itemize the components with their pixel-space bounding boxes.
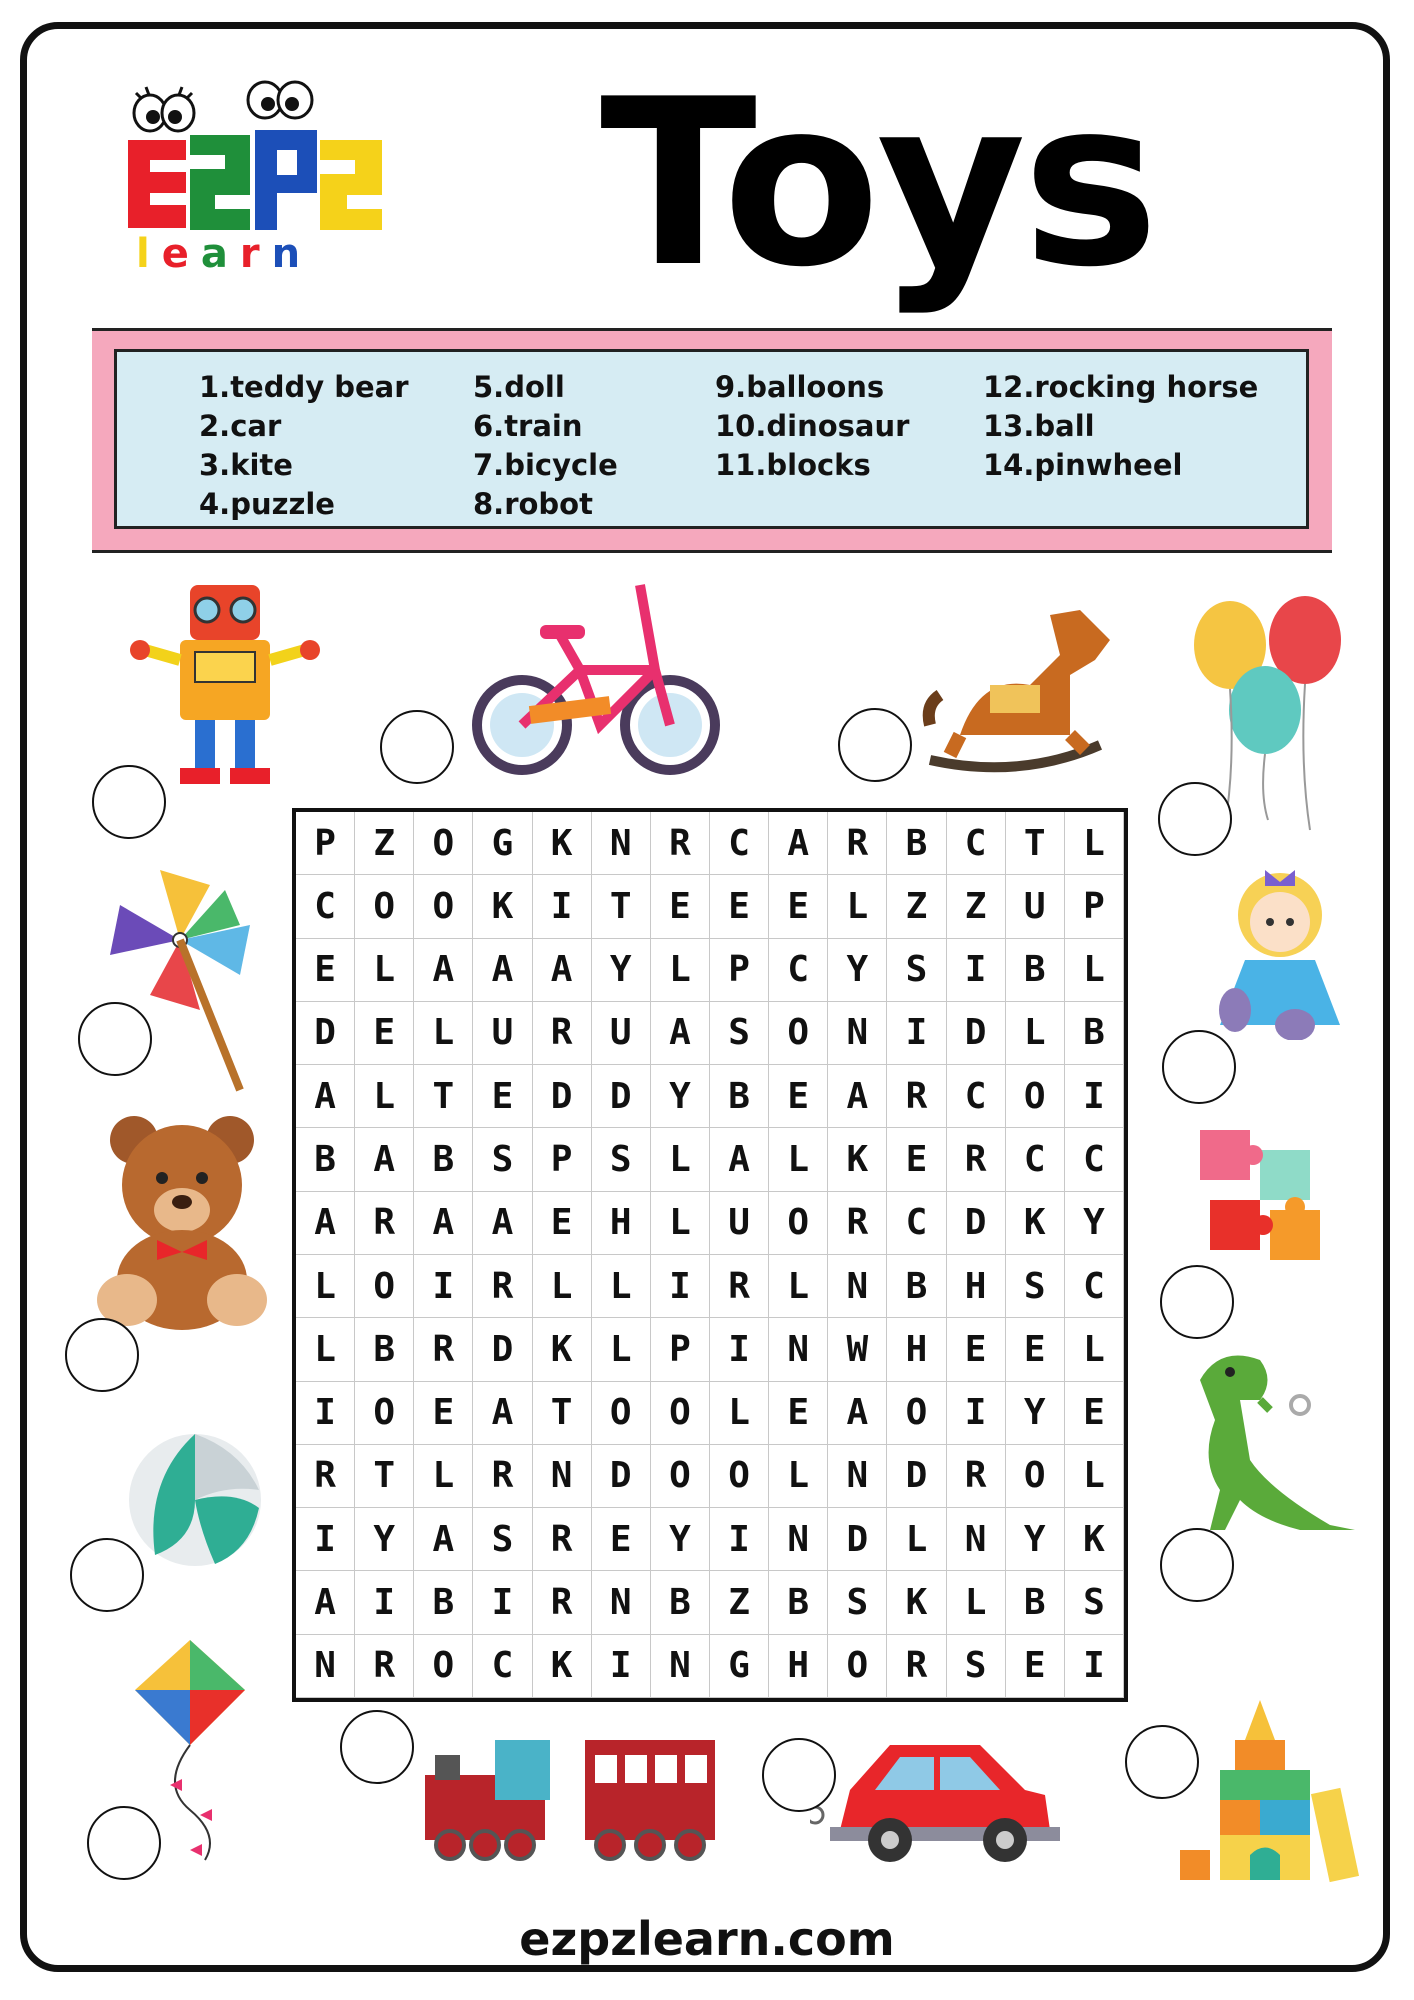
grid-cell[interactable]: Y [828, 939, 887, 1002]
answer-circle-car[interactable] [762, 1738, 836, 1812]
robot-picture [125, 580, 325, 790]
grid-cell[interactable]: O [355, 1382, 414, 1445]
grid-cell[interactable]: O [828, 1635, 887, 1698]
grid-cell[interactable]: R [355, 1192, 414, 1255]
grid-cell[interactable]: B [414, 1571, 473, 1634]
grid-cell[interactable]: R [533, 1002, 592, 1065]
grid-cell[interactable]: C [1006, 1128, 1065, 1191]
grid-cell[interactable]: B [1065, 1002, 1124, 1065]
grid-cell[interactable]: L [651, 1192, 710, 1255]
grid-cell[interactable]: I [947, 1382, 1006, 1445]
grid-cell[interactable]: O [414, 1635, 473, 1698]
grid-cell[interactable]: E [887, 1128, 946, 1191]
grid-cell[interactable]: A [414, 1508, 473, 1571]
grid-cell[interactable]: T [533, 1382, 592, 1445]
grid-cell[interactable]: L [296, 1318, 355, 1381]
grid-cell[interactable]: C [1065, 1255, 1124, 1318]
word-list-inner [114, 349, 1309, 529]
grid-cell[interactable]: D [592, 1065, 651, 1128]
grid-cell[interactable]: E [651, 875, 710, 938]
grid-cell[interactable]: I [355, 1571, 414, 1634]
grid-cell[interactable]: E [710, 875, 769, 938]
footer-url: ezpzlearn.com [519, 1912, 895, 1966]
grid-cell[interactable]: N [533, 1445, 592, 1508]
grid-cell[interactable]: E [296, 939, 355, 1002]
grid-cell[interactable]: L [592, 1318, 651, 1381]
grid-cell[interactable]: R [533, 1571, 592, 1634]
grid-cell[interactable]: B [769, 1571, 828, 1634]
grid-cell[interactable]: A [828, 1382, 887, 1445]
grid-cell[interactable]: I [651, 1255, 710, 1318]
grid-cell[interactable]: A [473, 1382, 532, 1445]
grid-cell[interactable]: U [473, 1002, 532, 1065]
grid-cell[interactable]: E [947, 1318, 1006, 1381]
grid-cell[interactable]: S [710, 1002, 769, 1065]
grid-cell[interactable]: R [828, 1192, 887, 1255]
grid-cell[interactable]: L [769, 1255, 828, 1318]
word-item: 5.doll [473, 370, 565, 404]
grid-cell[interactable]: A [355, 1128, 414, 1191]
grid-cell[interactable]: L [355, 1065, 414, 1128]
word-item: 4.puzzle [199, 487, 335, 521]
grid-cell[interactable]: B [1006, 939, 1065, 1002]
grid-cell[interactable]: O [355, 875, 414, 938]
grid-cell[interactable]: O [769, 1192, 828, 1255]
grid-cell[interactable]: B [355, 1318, 414, 1381]
grid-cell[interactable]: E [355, 1002, 414, 1065]
grid-cell[interactable]: Z [947, 875, 1006, 938]
grid-cell[interactable]: C [296, 875, 355, 938]
word-item: 7.bicycle [473, 448, 618, 482]
grid-cell[interactable]: N [651, 1635, 710, 1698]
grid-cell[interactable]: Y [651, 1065, 710, 1128]
grid-cell[interactable]: K [828, 1128, 887, 1191]
grid-cell[interactable]: D [947, 1192, 1006, 1255]
grid-cell[interactable]: D [828, 1508, 887, 1571]
grid-cell[interactable]: Y [1065, 1192, 1124, 1255]
word-search-grid [292, 808, 1128, 1702]
grid-cell[interactable]: H [592, 1192, 651, 1255]
word-list-box [92, 328, 1332, 553]
grid-cell[interactable]: D [533, 1065, 592, 1128]
grid-cell[interactable]: N [828, 1002, 887, 1065]
grid-cell[interactable]: U [710, 1192, 769, 1255]
grid-cell[interactable]: E [769, 1382, 828, 1445]
word-item: 6.train [473, 409, 583, 443]
grid-cell[interactable]: R [947, 1445, 1006, 1508]
grid-cell[interactable]: D [887, 1445, 946, 1508]
grid-cell[interactable]: S [828, 1571, 887, 1634]
grid-cell[interactable]: A [296, 1192, 355, 1255]
grid-cell[interactable]: B [887, 812, 946, 875]
grid-cell[interactable]: I [473, 1571, 532, 1634]
grid-cell[interactable]: A [533, 939, 592, 1002]
grid-cell[interactable]: Y [355, 1508, 414, 1571]
grid-cell[interactable]: L [887, 1508, 946, 1571]
blocks-picture [1175, 1700, 1365, 1885]
grid-cell[interactable]: Y [651, 1508, 710, 1571]
doll-picture [1205, 860, 1355, 1040]
answer-circle-puzzle[interactable] [1160, 1265, 1234, 1339]
answer-circle-train[interactable] [340, 1710, 414, 1784]
grid-cell[interactable]: U [1006, 875, 1065, 938]
grid-cell[interactable]: C [887, 1192, 946, 1255]
grid-cell[interactable]: L [296, 1255, 355, 1318]
grid-cell[interactable]: N [592, 1571, 651, 1634]
grid-cell[interactable]: S [1006, 1255, 1065, 1318]
grid-cell[interactable]: L [769, 1445, 828, 1508]
grid-cell[interactable]: L [1065, 1445, 1124, 1508]
grid-cell[interactable]: R [947, 1128, 1006, 1191]
word-item: 9.balloons [715, 370, 885, 404]
grid-cell[interactable]: Z [355, 812, 414, 875]
word-item: 2.car [199, 409, 282, 443]
grid-cell[interactable]: T [355, 1445, 414, 1508]
grid-cell[interactable]: L [828, 875, 887, 938]
grid-cell[interactable]: T [1006, 812, 1065, 875]
grid-cell[interactable]: P [1065, 875, 1124, 938]
word-item: 12.rocking horse [983, 370, 1259, 404]
grid-cell[interactable]: S [887, 939, 946, 1002]
grid-cell[interactable]: R [887, 1635, 946, 1698]
grid-cell[interactable]: N [828, 1255, 887, 1318]
answer-circle-kite[interactable] [87, 1806, 161, 1880]
grid-cell[interactable]: G [473, 812, 532, 875]
train-picture [405, 1735, 725, 1865]
grid-cell[interactable]: R [473, 1445, 532, 1508]
grid-cell[interactable]: K [533, 1318, 592, 1381]
grid-cell[interactable]: O [355, 1255, 414, 1318]
grid-cell[interactable]: E [1065, 1382, 1124, 1445]
grid-cell[interactable]: Z [887, 875, 946, 938]
grid-cell[interactable]: E [473, 1065, 532, 1128]
grid-cell[interactable]: O [414, 812, 473, 875]
grid-cell[interactable]: E [1006, 1635, 1065, 1698]
grid-cell[interactable]: K [1006, 1192, 1065, 1255]
grid-cell[interactable]: O [651, 1382, 710, 1445]
grid-cell[interactable]: O [414, 875, 473, 938]
grid-cell[interactable]: S [592, 1128, 651, 1191]
grid-cell[interactable]: N [296, 1635, 355, 1698]
grid-cell[interactable]: A [296, 1065, 355, 1128]
grid-cell[interactable]: O [769, 1002, 828, 1065]
grid-cell[interactable]: Z [710, 1571, 769, 1634]
grid-cell[interactable]: E [769, 875, 828, 938]
grid-cell[interactable]: T [592, 875, 651, 938]
grid-cell[interactable]: I [296, 1508, 355, 1571]
grid-cell[interactable]: L [1006, 1002, 1065, 1065]
grid-cell[interactable]: A [473, 1192, 532, 1255]
grid-cell[interactable]: R [355, 1635, 414, 1698]
grid-cell[interactable]: D [592, 1445, 651, 1508]
grid-cell[interactable]: I [710, 1508, 769, 1571]
teddy-bear-picture [92, 1110, 272, 1330]
grid-cell[interactable]: O [651, 1445, 710, 1508]
grid-cell[interactable]: Y [1006, 1382, 1065, 1445]
car-picture [810, 1735, 1070, 1865]
grid-cell[interactable]: N [947, 1508, 1006, 1571]
grid-cell[interactable]: C [769, 939, 828, 1002]
word-item: 13.ball [983, 409, 1095, 443]
grid-cell[interactable]: C [473, 1635, 532, 1698]
puzzle-picture [1195, 1120, 1335, 1270]
grid-cell[interactable]: N [592, 812, 651, 875]
grid-cell[interactable]: W [828, 1318, 887, 1381]
grid-cell[interactable]: S [473, 1508, 532, 1571]
answer-circle-rocking-horse[interactable] [838, 708, 912, 782]
word-item: 14.pinwheel [983, 448, 1183, 482]
answer-circle-teddy-bear[interactable] [65, 1318, 139, 1392]
grid-cell[interactable]: L [414, 1445, 473, 1508]
grid-cell[interactable]: C [947, 812, 1006, 875]
logo-eyes-right [248, 82, 312, 118]
grid-cell[interactable]: I [414, 1255, 473, 1318]
grid-cell[interactable]: K [473, 875, 532, 938]
answer-circle-ball[interactable] [70, 1538, 144, 1612]
word-item: 1.teddy bear [199, 370, 409, 404]
grid-cell[interactable]: R [473, 1255, 532, 1318]
answer-circle-blocks[interactable] [1125, 1725, 1199, 1799]
grid-cell[interactable]: R [296, 1445, 355, 1508]
grid-cell[interactable]: P [533, 1128, 592, 1191]
answer-circle-robot[interactable] [92, 765, 166, 839]
grid-cell[interactable]: G [710, 1635, 769, 1698]
grid-cell[interactable]: A [710, 1128, 769, 1191]
grid-cell[interactable]: R [651, 812, 710, 875]
logo-eyes-left [134, 87, 194, 131]
grid-cell[interactable]: P [651, 1318, 710, 1381]
grid-cell[interactable]: H [947, 1255, 1006, 1318]
grid-cell[interactable]: B [1006, 1571, 1065, 1634]
grid-cell[interactable]: A [414, 1192, 473, 1255]
grid-cell[interactable]: L [1065, 812, 1124, 875]
grid-cell[interactable]: R [710, 1255, 769, 1318]
answer-circle-dinosaur[interactable] [1160, 1528, 1234, 1602]
grid-cell[interactable]: I [1065, 1065, 1124, 1128]
grid-cell[interactable]: A [296, 1571, 355, 1634]
grid-cell[interactable]: I [947, 939, 1006, 1002]
grid-cell[interactable]: A [473, 939, 532, 1002]
word-item: 8.robot [473, 487, 593, 521]
grid-cell[interactable]: L [414, 1002, 473, 1065]
grid-cell[interactable]: P [296, 812, 355, 875]
grid-cell[interactable]: H [887, 1318, 946, 1381]
logo-learn-text: learn [136, 231, 313, 275]
grid-cell[interactable]: U [592, 1002, 651, 1065]
grid-cell[interactable]: N [769, 1508, 828, 1571]
grid-cell[interactable]: H [769, 1635, 828, 1698]
grid-cell[interactable]: S [473, 1128, 532, 1191]
dinosaur-picture [1180, 1340, 1360, 1540]
grid-cell[interactable]: E [1006, 1318, 1065, 1381]
grid-cell[interactable]: D [947, 1002, 1006, 1065]
word-item: 3.kite [199, 448, 293, 482]
word-item: 11.blocks [715, 448, 871, 482]
grid-cell[interactable]: T [414, 1065, 473, 1128]
grid-cell[interactable]: C [947, 1065, 1006, 1128]
grid-cell[interactable]: E [414, 1382, 473, 1445]
grid-cell[interactable]: A [414, 939, 473, 1002]
grid-cell[interactable]: B [710, 1065, 769, 1128]
grid-cell[interactable]: I [533, 875, 592, 938]
grid-cell[interactable]: Y [1006, 1508, 1065, 1571]
grid-cell[interactable]: B [296, 1128, 355, 1191]
grid-cell[interactable]: S [1065, 1571, 1124, 1634]
grid-cell[interactable]: R [414, 1318, 473, 1381]
grid-cell[interactable]: L [947, 1571, 1006, 1634]
grid-cell[interactable]: L [355, 939, 414, 1002]
grid-cell[interactable]: O [592, 1382, 651, 1445]
grid-cell[interactable]: A [651, 1002, 710, 1065]
grid-cell[interactable]: L [651, 939, 710, 1002]
grid-cell[interactable]: I [296, 1382, 355, 1445]
grid-cell[interactable]: P [710, 939, 769, 1002]
grid-cell[interactable]: O [887, 1382, 946, 1445]
grid-cell[interactable]: L [592, 1255, 651, 1318]
grid-cell[interactable]: L [1065, 939, 1124, 1002]
ezpz-learn-logo [120, 75, 400, 275]
grid-cell[interactable]: I [1065, 1635, 1124, 1698]
grid-cell[interactable]: A [769, 812, 828, 875]
grid-cell[interactable]: L [651, 1128, 710, 1191]
grid-cell[interactable]: O [1006, 1065, 1065, 1128]
grid-cell[interactable]: L [1065, 1318, 1124, 1381]
grid-cell[interactable]: Y [592, 939, 651, 1002]
grid-cell[interactable]: O [710, 1445, 769, 1508]
grid-cell[interactable]: R [828, 812, 887, 875]
grid-cell[interactable]: B [887, 1255, 946, 1318]
grid-cell[interactable]: I [592, 1635, 651, 1698]
grid-cell[interactable]: C [1065, 1128, 1124, 1191]
grid-cell[interactable]: K [533, 812, 592, 875]
grid-cell[interactable]: N [828, 1445, 887, 1508]
grid-cell[interactable]: K [887, 1571, 946, 1634]
grid-cell[interactable]: I [887, 1002, 946, 1065]
grid-cell[interactable]: E [533, 1192, 592, 1255]
grid-cell[interactable]: K [1065, 1508, 1124, 1571]
grid-cell[interactable]: B [651, 1571, 710, 1634]
answer-circle-bicycle[interactable] [380, 710, 454, 784]
grid-cell[interactable]: E [592, 1508, 651, 1571]
answer-circle-pinwheel[interactable] [78, 1002, 152, 1076]
grid-cell[interactable]: I [710, 1318, 769, 1381]
bicycle-picture [470, 575, 730, 775]
rocking-horse-picture [920, 595, 1120, 775]
grid-cell[interactable]: A [828, 1065, 887, 1128]
answer-circle-balloons[interactable] [1158, 782, 1232, 856]
grid-cell[interactable]: D [473, 1318, 532, 1381]
grid-cell[interactable]: N [769, 1318, 828, 1381]
grid-cell[interactable]: L [533, 1255, 592, 1318]
grid-cell[interactable]: B [414, 1128, 473, 1191]
grid-cell[interactable]: O [1006, 1445, 1065, 1508]
answer-circle-doll[interactable] [1162, 1030, 1236, 1104]
grid-cell[interactable]: L [710, 1382, 769, 1445]
grid-cell[interactable]: R [533, 1508, 592, 1571]
grid-cell[interactable]: E [769, 1065, 828, 1128]
word-item: 10.dinosaur [715, 409, 910, 443]
grid-cell[interactable]: L [769, 1128, 828, 1191]
grid-cell[interactable]: K [533, 1635, 592, 1698]
grid-cell[interactable]: S [947, 1635, 1006, 1698]
grid-cell[interactable]: C [710, 812, 769, 875]
page-title: Toys [600, 51, 1156, 318]
ball-picture [125, 1430, 265, 1570]
grid-cell[interactable]: D [296, 1002, 355, 1065]
grid-cell[interactable]: R [887, 1065, 946, 1128]
